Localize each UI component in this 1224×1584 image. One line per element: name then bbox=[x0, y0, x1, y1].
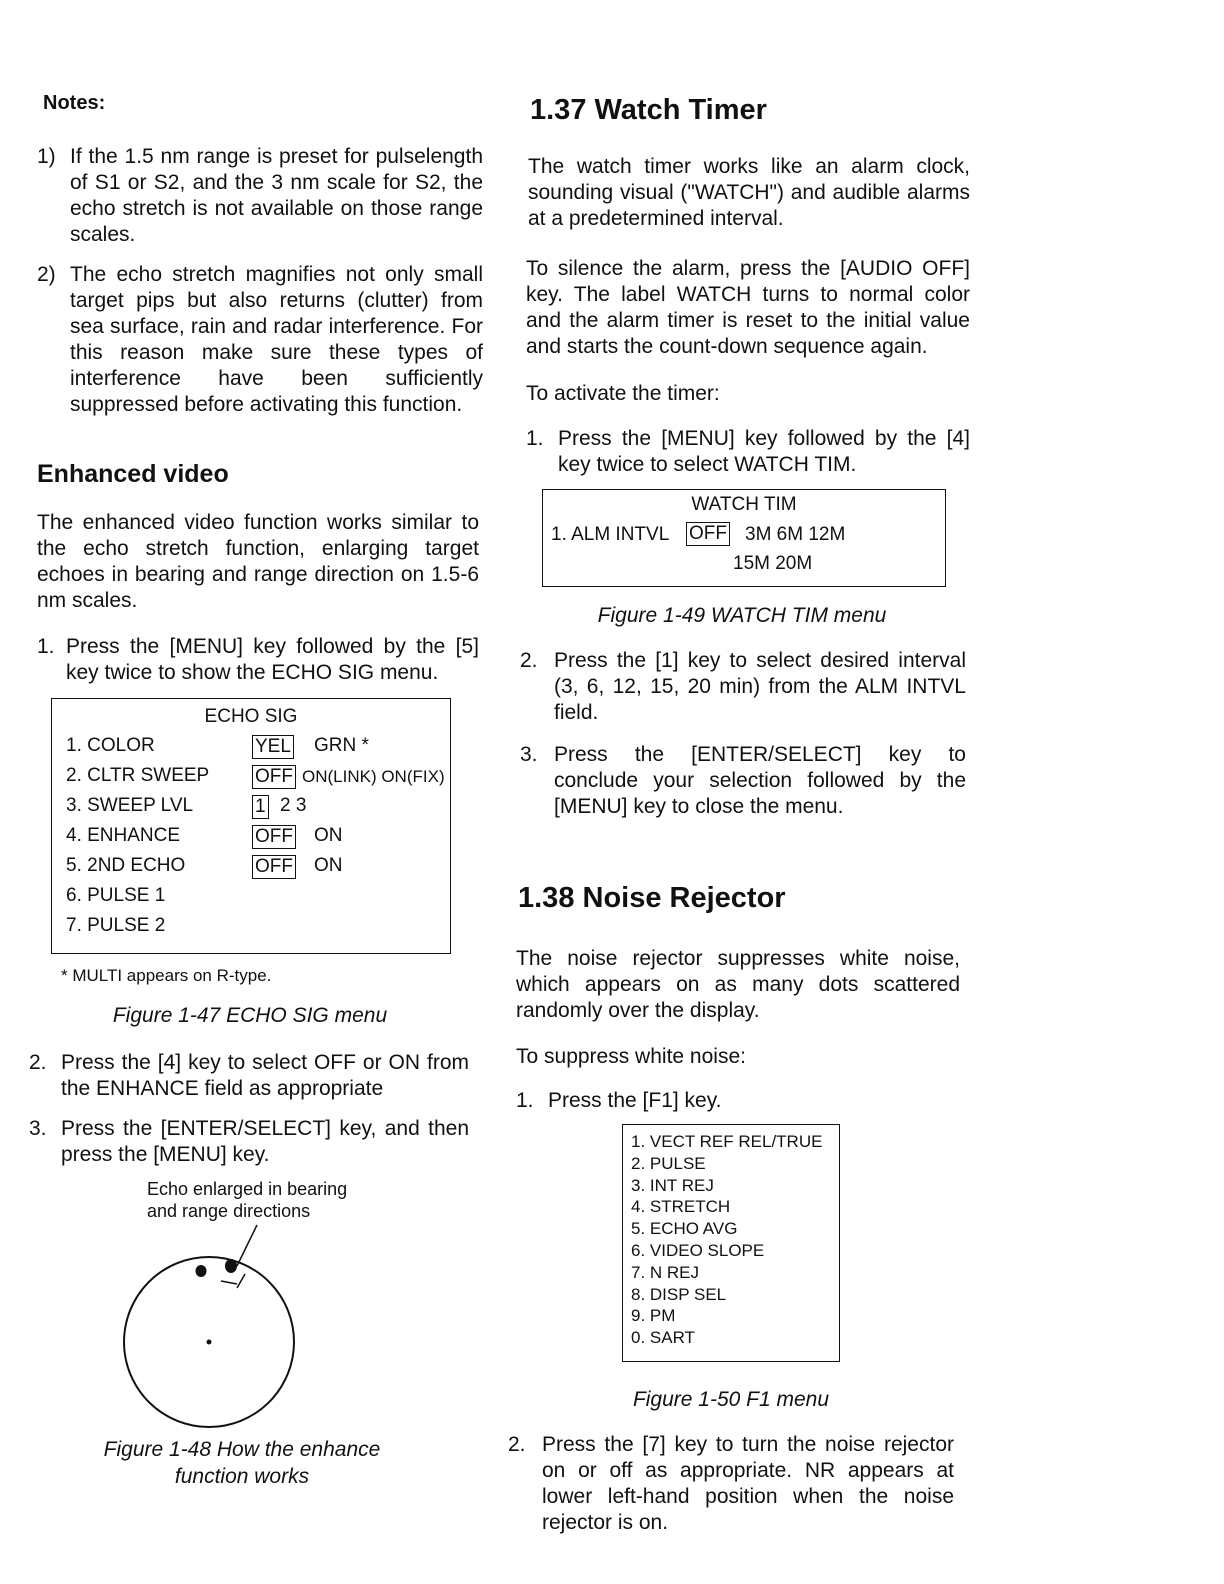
step-text: Press the [ENTER/SELECT] key, and then press the [MENU] key. bbox=[61, 1117, 469, 1166]
menu-row-label: 7. PULSE 2 bbox=[66, 915, 166, 936]
menu-row-selected: OFF bbox=[252, 855, 296, 879]
diagram-label-line: and range directions bbox=[147, 1201, 311, 1221]
range-stretch-mark bbox=[221, 1281, 237, 1284]
f1-menu-item: 1. VECT REF REL/TRUE bbox=[631, 1132, 823, 1151]
caption-line: Figure 1-48 How the enhance bbox=[103, 1438, 381, 1461]
menu-row-selected: 1 bbox=[252, 795, 269, 819]
diagram-label bbox=[147, 1178, 347, 1222]
step-text: Press the [MENU] key followed by the [4] key twice to select WATCH TIM. bbox=[558, 427, 970, 476]
note-text: If the 1.5 nm range is preset for pulselength of S1 or S2, and the 3 nm scale for S2, the echo stretch is not available on those range scales. bbox=[70, 145, 483, 246]
enlarged-echo-dot bbox=[225, 1259, 237, 1273]
menu-row-options: ON bbox=[314, 855, 343, 876]
step-number: 1. bbox=[516, 1089, 534, 1112]
menu-row-options: 2 3 bbox=[280, 795, 307, 816]
figure-1-48-caption bbox=[37, 1436, 447, 1490]
f1-menu-item: 9. PM bbox=[631, 1306, 676, 1326]
enhanced-video-heading: Enhanced video bbox=[37, 460, 229, 488]
noise-paragraph-1: The noise rejector suppresses white noise, which appears on as many dots scattered randomly over the display. bbox=[516, 947, 960, 1022]
note-1 bbox=[37, 144, 483, 248]
step-text: Press the [4] key to select OFF or ON from the ENHANCE field as appropriate bbox=[61, 1051, 469, 1100]
menu-row bbox=[52, 795, 450, 823]
noise-rejector-heading: 1.38 Noise Rejector bbox=[518, 882, 786, 914]
menu-row-label: 1. COLOR bbox=[66, 735, 155, 756]
step-text: Press the [ENTER/SELECT] key to conclude your selection followed by the [MENU] key to close the menu. bbox=[554, 743, 966, 818]
note-text: The echo stretch magnifies not only small target pips but also returns (clutter) from sea surface, rain and radar interference. For this reason make sure these types of interference have been sufficiently suppressed before activating this function. bbox=[70, 263, 483, 416]
figure-1-50-caption: Figure 1-50 F1 menu bbox=[632, 1388, 830, 1411]
menu-row-selected: OFF bbox=[252, 765, 296, 789]
menu-row bbox=[52, 765, 450, 793]
menu-row-label: 3. SWEEP LVL bbox=[66, 795, 194, 816]
menu-row-selected: OFF bbox=[686, 522, 730, 546]
watch-paragraph-3: To activate the timer: bbox=[526, 382, 720, 405]
watch-step-1 bbox=[526, 426, 970, 478]
step-text: Press the [7] key to turn the noise rejector on or off as appropriate. NR appears at lower left-hand position when the noise rejector is on. bbox=[542, 1433, 954, 1534]
menu-row-options: GRN * bbox=[314, 735, 369, 756]
f1-menu-item: 3. INT REJ bbox=[631, 1175, 714, 1195]
notes-title: Notes: bbox=[43, 92, 106, 114]
menu-row-label: 5. 2ND ECHO bbox=[66, 855, 186, 876]
multi-note: * MULTI appears on R-type. bbox=[61, 966, 272, 985]
step-number: 2. bbox=[29, 1051, 47, 1074]
step-number: 1. bbox=[526, 427, 544, 450]
diagram-label-line: Echo enlarged in bearing bbox=[147, 1179, 348, 1199]
f1-menu-item: 6. VIDEO SLOPE bbox=[631, 1240, 765, 1260]
enhance-diagram bbox=[117, 1218, 347, 1458]
menu-row-options: 15M 20M bbox=[733, 553, 813, 574]
watch-step-2 bbox=[520, 648, 966, 726]
enhanced-step-3 bbox=[29, 1116, 469, 1168]
note-number: 1) bbox=[37, 145, 56, 168]
watch-step-3 bbox=[520, 742, 966, 820]
note-number: 2) bbox=[37, 263, 56, 286]
menu-row-selected: OFF bbox=[252, 825, 296, 849]
menu-row-label: 2. CLTR SWEEP bbox=[66, 765, 210, 786]
echo-dot bbox=[196, 1265, 207, 1277]
menu-row-options: ON bbox=[314, 825, 343, 846]
enhanced-intro: The enhanced video function works similar to the echo stretch function, enlarging target echoes in bearing and range direction on 1.5-6 nm scales. bbox=[37, 511, 479, 612]
f1-menu-item: 7. N REJ bbox=[631, 1262, 700, 1282]
step-text: Press the [1] key to select desired interval (3, 6, 12, 15, 20 min) from the ALM INTVL field. bbox=[554, 649, 966, 724]
noise-step-1 bbox=[516, 1088, 960, 1114]
step-number: 1. bbox=[37, 635, 55, 658]
echo-sig-menu bbox=[51, 698, 451, 954]
f1-menu-item: 4. STRETCH bbox=[631, 1197, 731, 1217]
watch-tim-menu bbox=[542, 489, 946, 587]
figure-1-49-caption: Figure 1-49 WATCH TIM menu bbox=[597, 604, 887, 627]
menu-row bbox=[52, 855, 450, 883]
enhanced-step-2 bbox=[29, 1050, 469, 1102]
menu-row bbox=[52, 885, 450, 913]
f1-menu bbox=[622, 1124, 840, 1362]
step-text: Press the [F1] key. bbox=[548, 1089, 722, 1112]
step-text: Press the [MENU] key followed by the [5] key twice to show the ECHO SIG menu. bbox=[66, 635, 479, 684]
menu-row-selected: YEL bbox=[252, 735, 294, 759]
menu-title: WATCH TIM bbox=[691, 494, 797, 515]
noise-step-2 bbox=[508, 1432, 954, 1536]
menu-row bbox=[52, 735, 450, 763]
menu-row-label: 6. PULSE 1 bbox=[66, 885, 166, 906]
f1-menu-item: 5. ECHO AVG bbox=[631, 1219, 738, 1239]
watch-timer-heading: 1.37 Watch Timer bbox=[530, 94, 767, 126]
step-number: 2. bbox=[520, 649, 538, 672]
menu-title: ECHO SIG bbox=[204, 706, 298, 727]
f1-menu-item: 0. SART bbox=[631, 1328, 695, 1348]
menu-row-options: 3M 6M 12M bbox=[745, 524, 846, 545]
menu-row-options: ON(LINK) ON(FIX) bbox=[302, 767, 445, 786]
own-ship-center-dot bbox=[207, 1340, 212, 1345]
enhanced-step-1 bbox=[37, 634, 479, 686]
noise-paragraph-2: To suppress white noise: bbox=[516, 1045, 746, 1068]
leader-line bbox=[237, 1225, 257, 1266]
figure-1-47-caption: Figure 1-47 ECHO SIG menu bbox=[112, 1004, 388, 1027]
step-number: 2. bbox=[508, 1433, 526, 1456]
caption-line: function works bbox=[174, 1465, 310, 1488]
step-number: 3. bbox=[29, 1117, 47, 1140]
f1-menu-item: 8. DISP SEL bbox=[631, 1284, 727, 1304]
menu-row-label: 1. ALM INTVL bbox=[551, 524, 670, 545]
step-number: 3. bbox=[520, 743, 538, 766]
menu-row bbox=[52, 915, 450, 943]
bearing-stretch-mark bbox=[237, 1274, 245, 1288]
menu-row bbox=[52, 825, 450, 853]
f1-menu-item: 2. PULSE bbox=[631, 1153, 706, 1173]
note-2 bbox=[37, 262, 483, 418]
menu-row-label: 4. ENHANCE bbox=[66, 825, 181, 846]
watch-paragraph-2: To silence the alarm, press the [AUDIO OFF] key. The label WATCH turns to normal color and the alarm timer is reset to the initial value and starts the count-down sequence again. bbox=[526, 257, 970, 358]
watch-paragraph-1: The watch timer works like an alarm clock, sounding visual ("WATCH") and audible alarms at a predetermined interval. bbox=[528, 155, 970, 230]
